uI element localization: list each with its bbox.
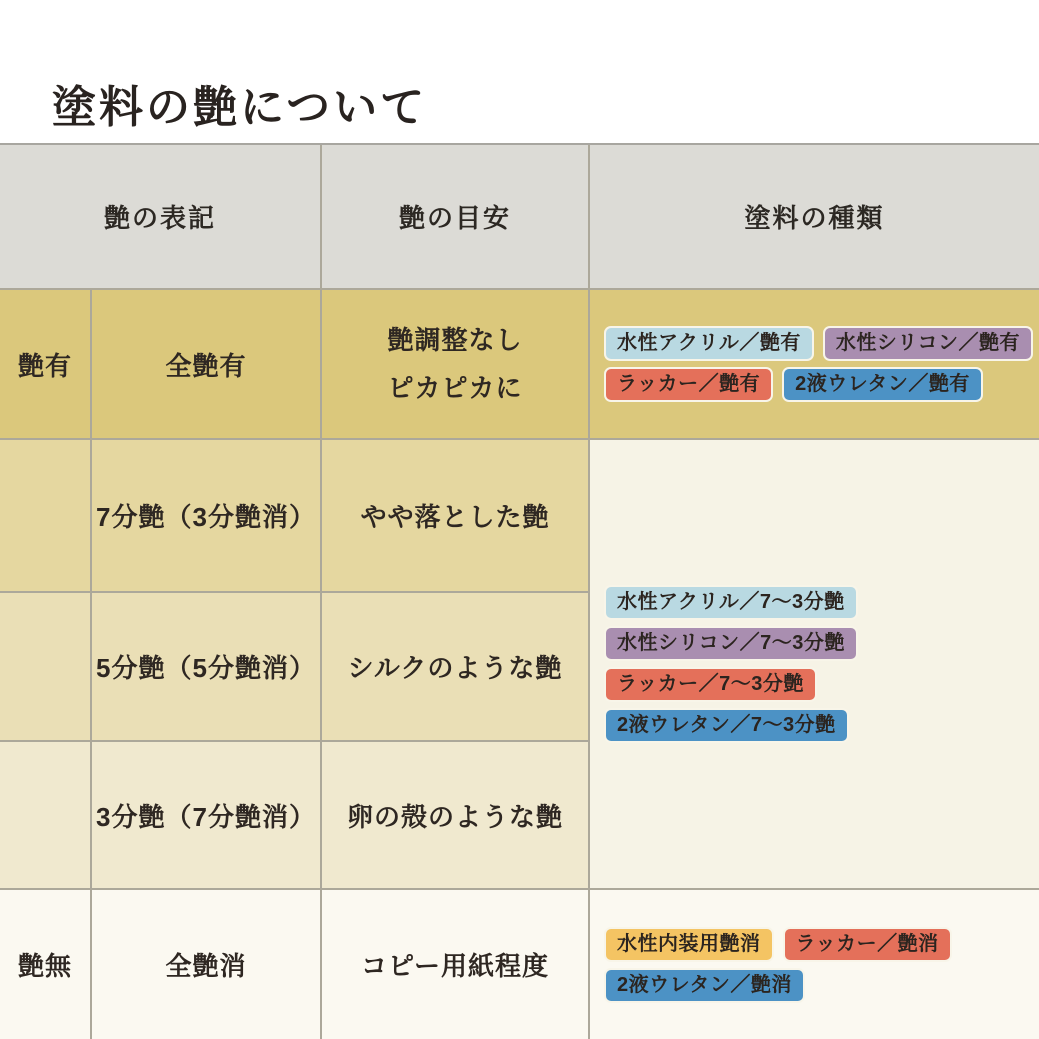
paint-badge-aqueous_silicone: 水性シリコン／7〜3分艶 [604, 626, 858, 661]
header-gloss-notation: 艶の表記 [0, 145, 320, 288]
gloss-table [0, 143, 1039, 1039]
gloss-guide-line2: ピカピカに [387, 373, 523, 403]
paint-badge-aqueous_acrylic: 水性アクリル／7〜3分艶 [604, 585, 858, 620]
paint-badge-two_part_urethane: 2液ウレタン／艶有 [782, 367, 983, 402]
badge-line [604, 667, 817, 702]
page-title: 塗料の艶について [52, 83, 428, 133]
badge-line [604, 708, 849, 743]
cell-semi3-guide: 卵の殻のような艶 [322, 742, 588, 888]
header-gloss-guide: 艶の目安 [322, 145, 588, 288]
header-paint-type: 塗料の種類 [590, 145, 1039, 288]
paint-badge-two_part_urethane: 2液ウレタン／7〜3分艶 [604, 708, 849, 743]
cell-gloss-category: 艶有 [0, 290, 90, 438]
cell-semi3-notation: 3分艶（7分艶消） [92, 742, 320, 888]
cell-semi7-notation: 7分艶（3分艶消） [92, 440, 320, 591]
cell-empty-category [0, 742, 90, 888]
paint-badges-gloss [590, 290, 1039, 438]
paint-badges-matte [590, 890, 1039, 1039]
cell-matte-guide: コピー用紙程度 [322, 890, 588, 1039]
paint-badge-aqueous_interior_matte: 水性内装用艶消 [604, 927, 774, 962]
cell-empty-category [0, 593, 90, 740]
badge-line [604, 326, 1033, 361]
cell-empty-category [0, 440, 90, 591]
gloss-guide-line1: 艶調整なし [387, 325, 523, 355]
paint-badges-semi-gloss [590, 440, 1039, 888]
badge-line [604, 927, 952, 962]
paint-badge-lacquer: ラッカー／艶有 [604, 367, 773, 402]
cell-gloss-notation: 全艶有 [92, 290, 320, 438]
paint-badge-aqueous_acrylic: 水性アクリル／艶有 [604, 326, 814, 361]
paint-badge-two_part_urethane: 2液ウレタン／艶消 [604, 968, 805, 1003]
cell-semi5-guide: シルクのような艶 [322, 593, 588, 740]
badge-line [604, 968, 805, 1003]
cell-semi7-guide: やや落とした艶 [322, 440, 588, 591]
cell-matte-notation: 全艶消 [92, 890, 320, 1039]
badge-line [604, 367, 983, 402]
paint-badge-lacquer: ラッカー／7〜3分艶 [604, 667, 817, 702]
cell-matte-category: 艶無 [0, 890, 90, 1039]
paint-badge-lacquer: ラッカー／艶消 [783, 927, 952, 962]
badge-line [604, 585, 858, 620]
cell-gloss-guide [322, 290, 588, 438]
badge-line [604, 626, 858, 661]
cell-semi5-notation: 5分艶（5分艶消） [92, 593, 320, 740]
paint-badge-aqueous_silicone: 水性シリコン／艶有 [823, 326, 1033, 361]
